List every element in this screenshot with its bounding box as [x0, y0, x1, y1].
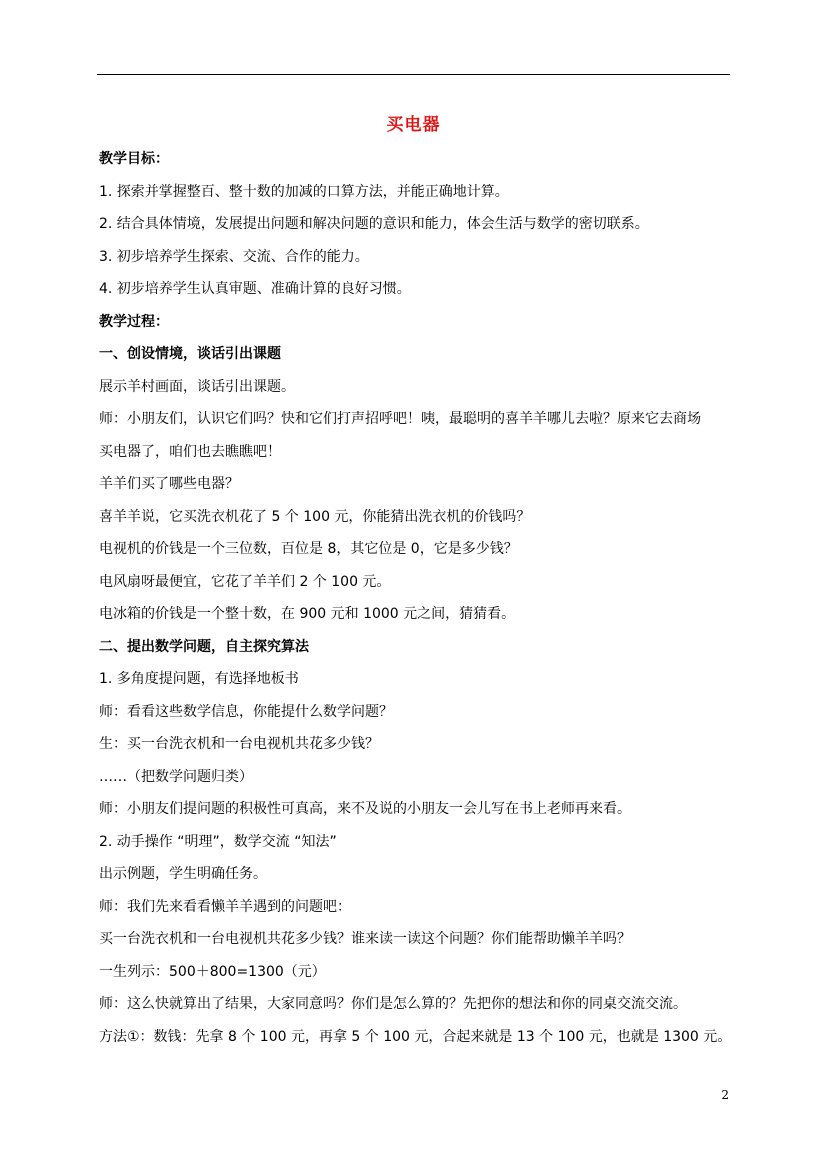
text-line: 喜羊羊说，它买洗衣机花了 5 个 100 元，你能猜出洗衣机的价钱吗？	[99, 508, 531, 525]
text-line: 出示例题，学生明确任务。	[99, 866, 267, 882]
text-line: ……（把数学问题归类）	[99, 768, 253, 785]
text-line: 展示羊村画面，谈话引出课题。	[99, 378, 295, 395]
text-line: 1. 多角度提问题，有选择地板书	[99, 671, 299, 687]
text-line: 羊羊们买了哪些电器？	[99, 476, 239, 492]
page-number: 2	[721, 1088, 729, 1102]
text-line: 买一台洗衣机和一台电视机共花多少钱？谁来读一读这个问题？你们能帮助懒羊羊吗？	[99, 931, 631, 947]
section-heading: 二、提出数学问题，自主探究算法	[99, 638, 309, 655]
section-heading: 教学过程：	[99, 313, 169, 330]
document-body	[99, 149, 739, 1059]
text-line: 师：小朋友们提问题的积极性可真高，来不及说的小朋友一会儿写在书上老师再来看。	[99, 801, 631, 817]
text-line: 师：这么快就算出了结果，大家同意吗？你们是怎么算的？先把你的想法和你的同桌交流交流。	[99, 996, 687, 1012]
document-title: 买电器	[386, 115, 441, 135]
text-line: 2. 动手操作 “明理”，数学交流 “知法”	[99, 833, 337, 850]
text-line: 一生列示：500＋800=1300（元）	[99, 963, 326, 980]
text-line: 4. 初步培养学生认真审题、准确计算的良好习惯。	[99, 281, 411, 297]
text-line: 方法①：数钱：先拿 8 个 100 元，再拿 5 个 100 元，合起来就是 13 个 100 元，也就是 1300 元。	[99, 1028, 732, 1045]
text-line: 生：买一台洗衣机和一台电视机共花多少钱？	[99, 736, 379, 752]
header-rule	[97, 74, 730, 75]
text-line: 电冰箱的价钱是一个整十数，在 900 元和 1000 元之间，猜猜看。	[99, 606, 516, 622]
section-heading: 一、创设情境，谈话引出课题	[99, 346, 281, 362]
text-line: 1. 探索并掌握整百、整十数的加减的口算方法，并能正确地计算。	[99, 183, 509, 200]
text-line: 师：我们先来看看懒羊羊遇到的问题吧：	[99, 898, 351, 915]
text-line: 师：看看这些数学信息，你能提什么数学问题？	[99, 703, 393, 720]
text-line: 3. 初步培养学生探索、交流、合作的能力。	[99, 248, 369, 265]
text-line: 师：小朋友们，认识它们吗？快和它们打声招呼吧！咦，最聪明的喜羊羊哪儿去啦？原来它去商场	[99, 411, 701, 427]
text-line: 电风扇呀最便宜，它花了羊羊们 2 个 100 元。	[99, 573, 391, 590]
text-line: 电视机的价钱是一个三位数，百位是 8，其它位是 0，它是多少钱？	[99, 541, 518, 557]
text-line: 2. 结合具体情境，发展提出问题和解决问题的意识和能力，体会生活与数学的密切联系。	[99, 216, 649, 232]
section-heading: 教学目标：	[99, 151, 169, 167]
text-line: 买电器了，咱们也去瞧瞧吧！	[99, 443, 281, 460]
